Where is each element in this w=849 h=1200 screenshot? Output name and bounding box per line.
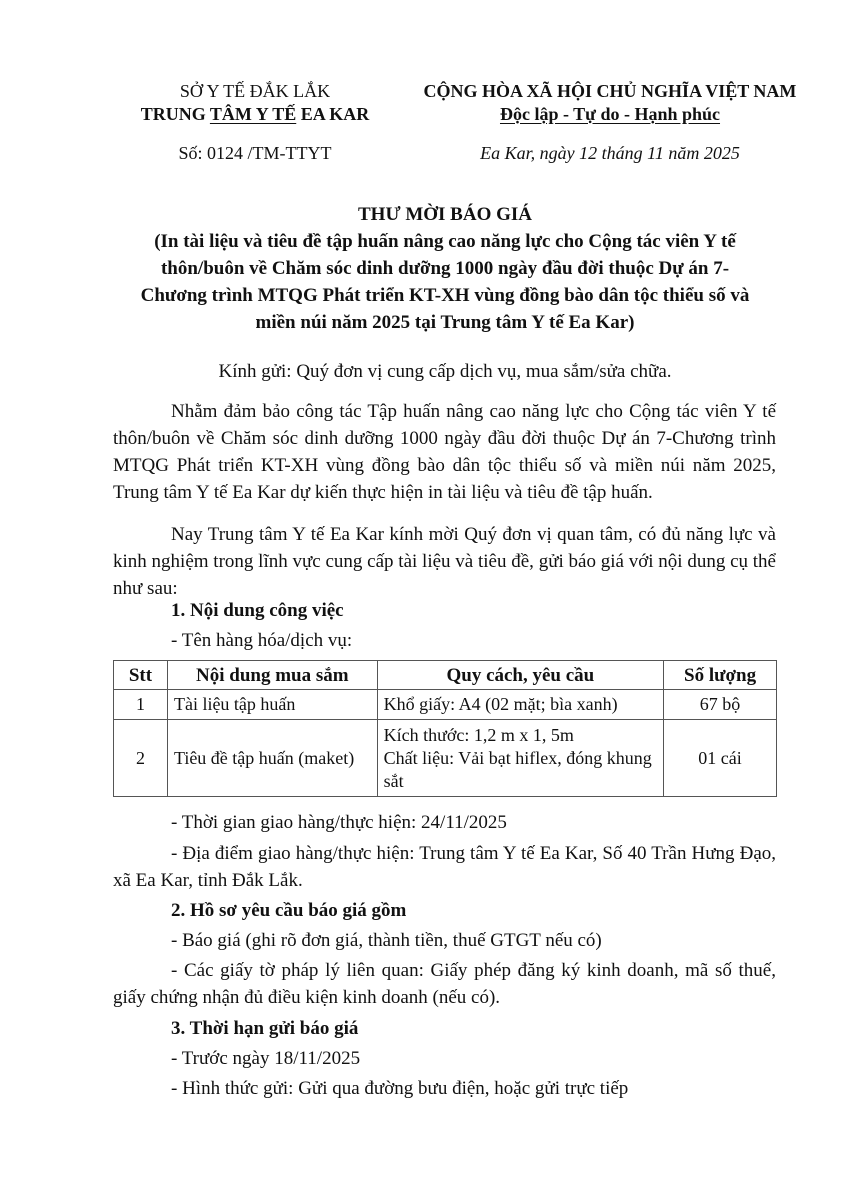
document-title xyxy=(110,201,780,336)
delivery-time: - Thời gian giao hàng/thực hiện: 24/11/2025 xyxy=(171,812,507,833)
col-header-item: Nội dung mua sắm xyxy=(167,661,377,690)
delivery-place: - Địa điểm giao hàng/thực hiện: Trung tâm Y tế Ea Kar, Số 40 Trần Hưng Đạo, xã Ea Kar, tỉnh Đắk Lắk. xyxy=(113,843,776,891)
requirement-legal-docs: - Các giấy tờ pháp lý liên quan: Giấy phép đăng ký kinh doanh, mã số thuế, giấy chứng nhận đủ điều kiện kinh doanh (nếu có). xyxy=(113,960,776,1008)
table-row xyxy=(114,720,777,797)
date-line: Ea Kar, ngày 12 tháng 11 năm 2025 xyxy=(480,143,740,163)
national-motto-text: Độc lập - Tự do - Hạnh phúc xyxy=(499,104,721,124)
title-sub-line: miền núi năm 2025 tại Trung tâm Y tế Ea Kar) xyxy=(255,312,635,333)
greeting: Kính gửi: Quý đơn vị cung cấp dịch vụ, mua sắm/sửa chữa. xyxy=(218,361,672,382)
cell-spec xyxy=(377,690,663,720)
national-title: CỘNG HÒA XÃ HỘI CHỦ NGHĨA VIỆT NAM xyxy=(423,81,797,101)
agency-name-pre: TRUNG xyxy=(140,104,210,124)
agency-name-post: EA KAR xyxy=(296,104,370,124)
requirement-quote: - Báo giá (ghi rõ đơn giá, thành tiền, thuế GTGT nếu có) xyxy=(171,930,602,951)
section3-heading: 3. Thời hạn gửi báo giá xyxy=(171,1018,359,1039)
invite-paragraph: Nay Trung tâm Y tế Ea Kar kính mời Quý đơn vị quan tâm, có đủ năng lực và kinh nghiệm trong lĩnh vực cung cấp tài liệu và tiêu đề, gửi báo giá với nội dung cụ thể như sau: xyxy=(113,524,776,599)
doc-number: Số: 0124 /TM-TTYT xyxy=(178,143,332,163)
section1-heading: 1. Nội dung công việc xyxy=(171,600,344,621)
section2-heading: 2. Hồ sơ yêu cầu báo giá gồm xyxy=(171,900,407,921)
agency-name xyxy=(110,103,400,125)
cell-item: Tài liệu tập huấn xyxy=(167,690,377,720)
cell-qty: 67 bộ xyxy=(664,690,777,720)
title-main: THƯ MỜI BÁO GIÁ xyxy=(358,204,532,225)
title-sub-line: thôn/buôn về Chăm sóc dinh dưỡng 1000 ngày đầu đời thuộc Dự án 7- xyxy=(160,258,730,279)
deadline: - Trước ngày 18/11/2025 xyxy=(171,1048,361,1069)
title-sub-line: (In tài liệu và tiêu đề tập huấn nâng cao năng lực cho Cộng tác viên Y tế xyxy=(154,231,736,252)
table-row xyxy=(114,690,777,720)
goods-table xyxy=(113,660,777,797)
title-sub-line: Chương trình MTQG Phát triển KT-XH vùng đồng bào dân tộc thiểu số và xyxy=(140,285,750,306)
agency-name-underlined: TÂM Y TẾ xyxy=(209,104,297,124)
cell-qty: 01 cái xyxy=(664,720,777,797)
cell-stt: 2 xyxy=(114,720,168,797)
col-header-qty: Số lượng xyxy=(664,661,777,690)
table-header-row xyxy=(114,661,777,690)
agency-parent: SỞ Y TẾ ĐẮK LẮK xyxy=(179,81,331,101)
spec-line: Chất liệu: Vải bạt hiflex, đóng khung sắt xyxy=(383,747,652,791)
intro-paragraph: Nhằm đảm bảo công tác Tập huấn nâng cao năng lực cho Cộng tác viên Y tế thôn/buôn về Chăm sóc dinh dưỡng 1000 ngày đầu đời thuộc Dự án 7-Chương trình MTQG Phát triển KT-XH vùng đồng bào dân tộc thiểu số và miền núi năm 2025, Trung tâm Y tế Ea Kar dự kiến thực hiện in tài liệu và tiêu đề tập huấn. xyxy=(113,401,776,503)
col-header-stt: Stt xyxy=(114,661,168,690)
spec-line: Kích thước: 1,2 m x 1, 5m xyxy=(383,724,574,745)
col-header-spec: Quy cách, yêu cầu xyxy=(377,661,663,690)
submission-method: - Hình thức gửi: Gửi qua đường bưu điện, hoặc gửi trực tiếp xyxy=(171,1078,629,1099)
spec-line: Khổ giấy: A4 (02 mặt; bìa xanh) xyxy=(383,694,618,714)
goods-label: - Tên hàng hóa/dịch vụ: xyxy=(171,630,353,651)
cell-spec xyxy=(377,720,663,797)
cell-stt: 1 xyxy=(114,690,168,720)
national-motto xyxy=(400,103,820,125)
cell-item: Tiêu đề tập huấn (maket) xyxy=(167,720,377,797)
